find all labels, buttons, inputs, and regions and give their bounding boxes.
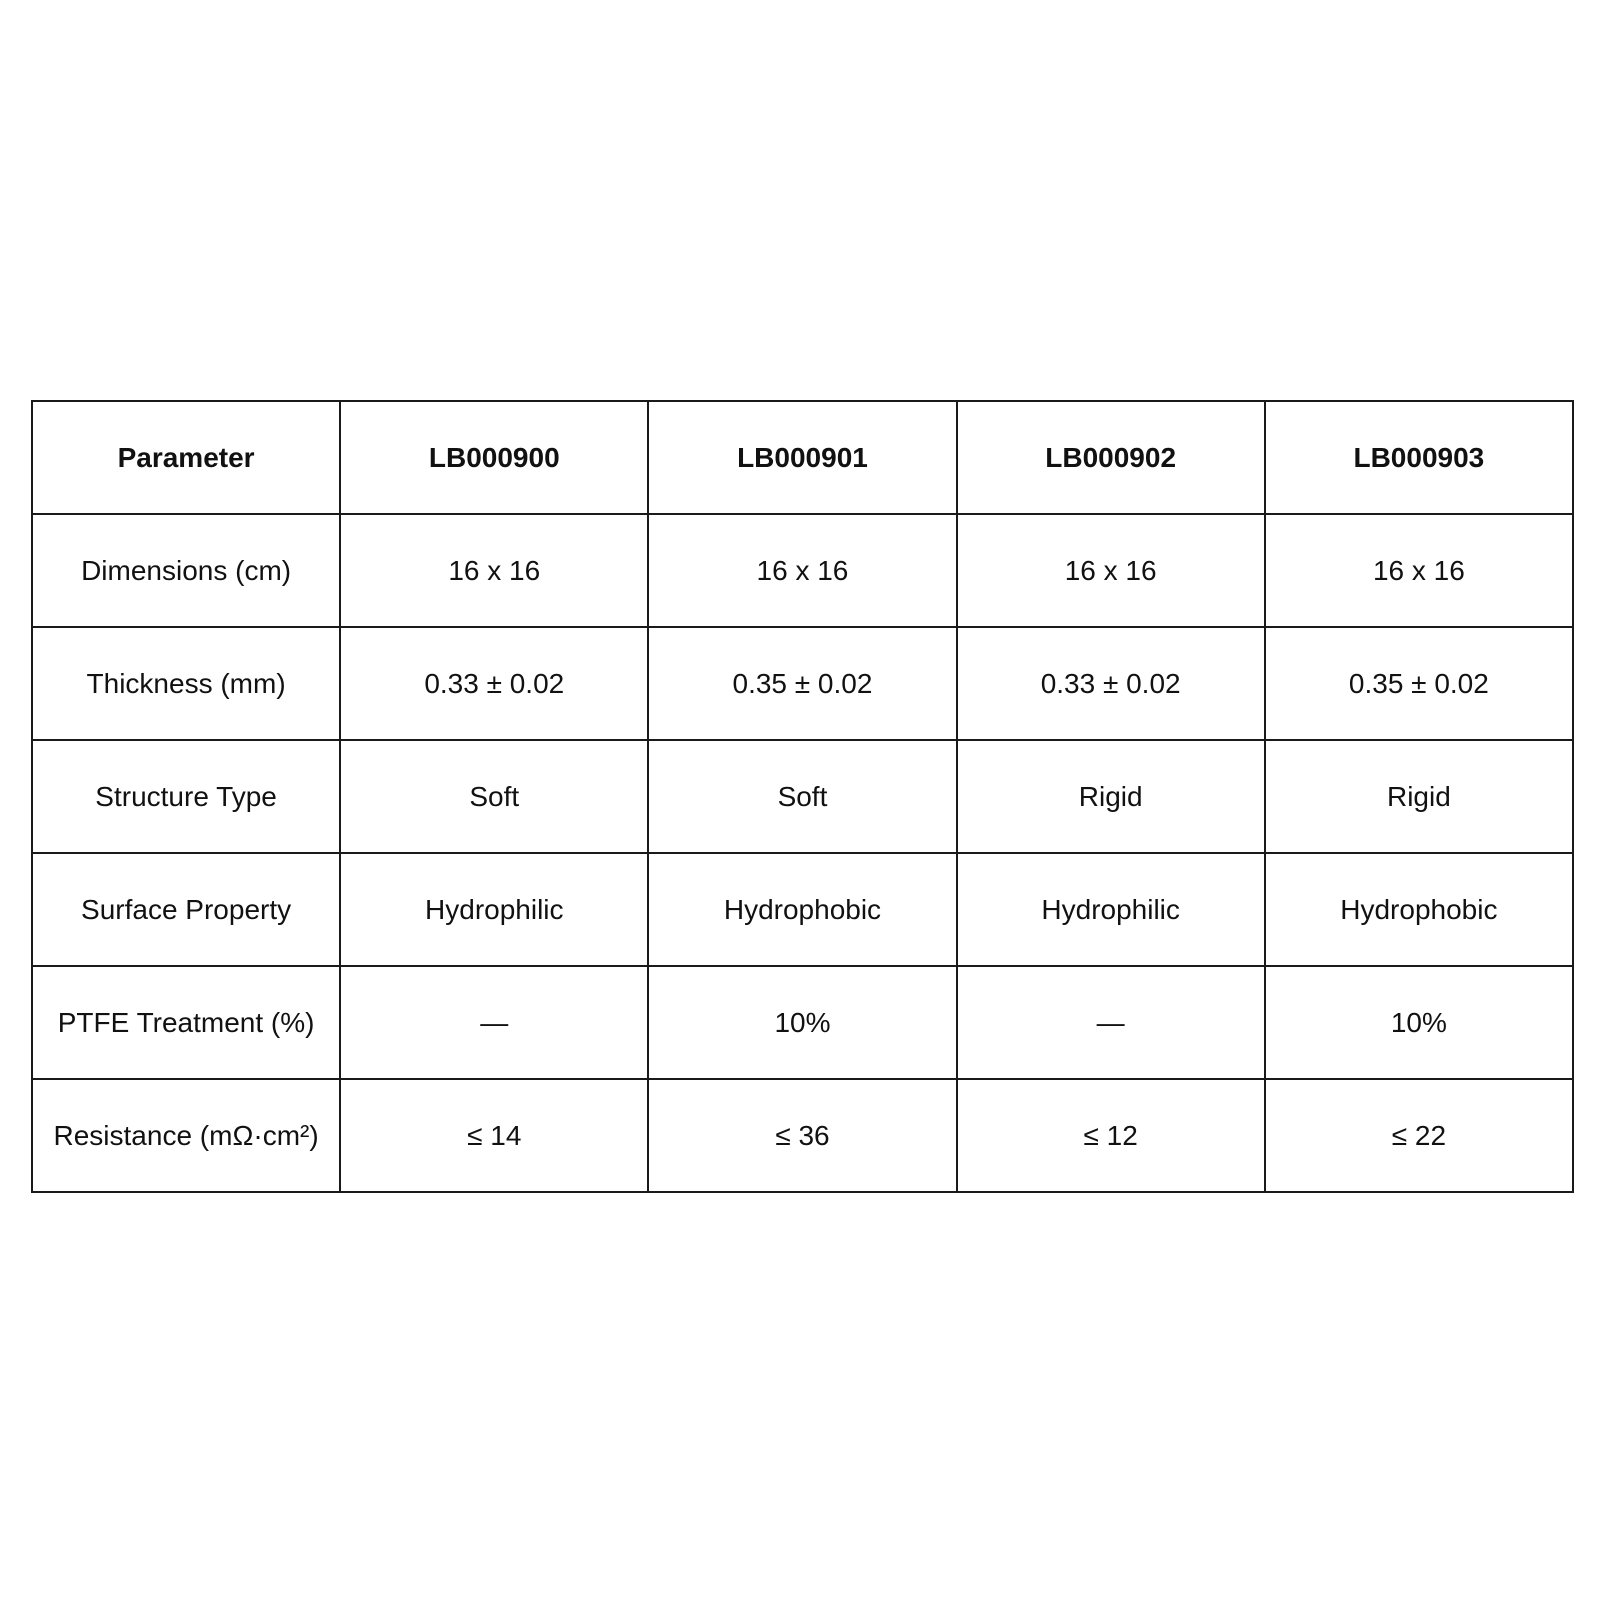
table-cell: ≤ 12: [957, 1079, 1265, 1192]
table-cell: Hydrophobic: [1265, 853, 1573, 966]
table-cell: 16 x 16: [1265, 514, 1573, 627]
table-row: [32, 853, 1573, 966]
table-cell: 0.35 ± 0.02: [648, 627, 956, 740]
table-cell: Rigid: [1265, 740, 1573, 853]
row-label-structure-type: Structure Type: [32, 740, 340, 853]
table-row: [32, 1079, 1573, 1192]
table-cell: —: [957, 966, 1265, 1079]
table-cell: Rigid: [957, 740, 1265, 853]
table-cell: Hydrophilic: [957, 853, 1265, 966]
header-cell-lb000903: LB000903: [1265, 401, 1573, 514]
table-cell: ≤ 22: [1265, 1079, 1573, 1192]
header-cell-lb000900: LB000900: [340, 401, 648, 514]
table-body: [32, 514, 1573, 1192]
table-cell: 10%: [648, 966, 956, 1079]
table-cell: 16 x 16: [957, 514, 1265, 627]
header-cell-lb000901: LB000901: [648, 401, 956, 514]
row-label-surface-property: Surface Property: [32, 853, 340, 966]
table-cell: 16 x 16: [340, 514, 648, 627]
table-cell: ≤ 14: [340, 1079, 648, 1192]
header-cell-parameter: Parameter: [32, 401, 340, 514]
table-row: [32, 740, 1573, 853]
table-cell: 16 x 16: [648, 514, 956, 627]
table-header: [32, 401, 1573, 514]
table-cell: 0.33 ± 0.02: [957, 627, 1265, 740]
table-cell: Hydrophilic: [340, 853, 648, 966]
row-label-dimensions: Dimensions (cm): [32, 514, 340, 627]
row-label-thickness: Thickness (mm): [32, 627, 340, 740]
table-cell: Hydrophobic: [648, 853, 956, 966]
table-row: [32, 514, 1573, 627]
row-label-ptfe-treatment: PTFE Treatment (%): [32, 966, 340, 1079]
row-label-resistance: Resistance (mΩ·cm²): [32, 1079, 340, 1192]
table-cell: 10%: [1265, 966, 1573, 1079]
table-cell: 0.33 ± 0.02: [340, 627, 648, 740]
table-row: [32, 966, 1573, 1079]
table-cell: 0.35 ± 0.02: [1265, 627, 1573, 740]
table-cell: Soft: [340, 740, 648, 853]
header-cell-lb000902: LB000902: [957, 401, 1265, 514]
header-row: [32, 401, 1573, 514]
table-cell: ≤ 36: [648, 1079, 956, 1192]
table-row: [32, 627, 1573, 740]
table-cell: —: [340, 966, 648, 1079]
table-cell: Soft: [648, 740, 956, 853]
spec-table: [31, 400, 1574, 1193]
